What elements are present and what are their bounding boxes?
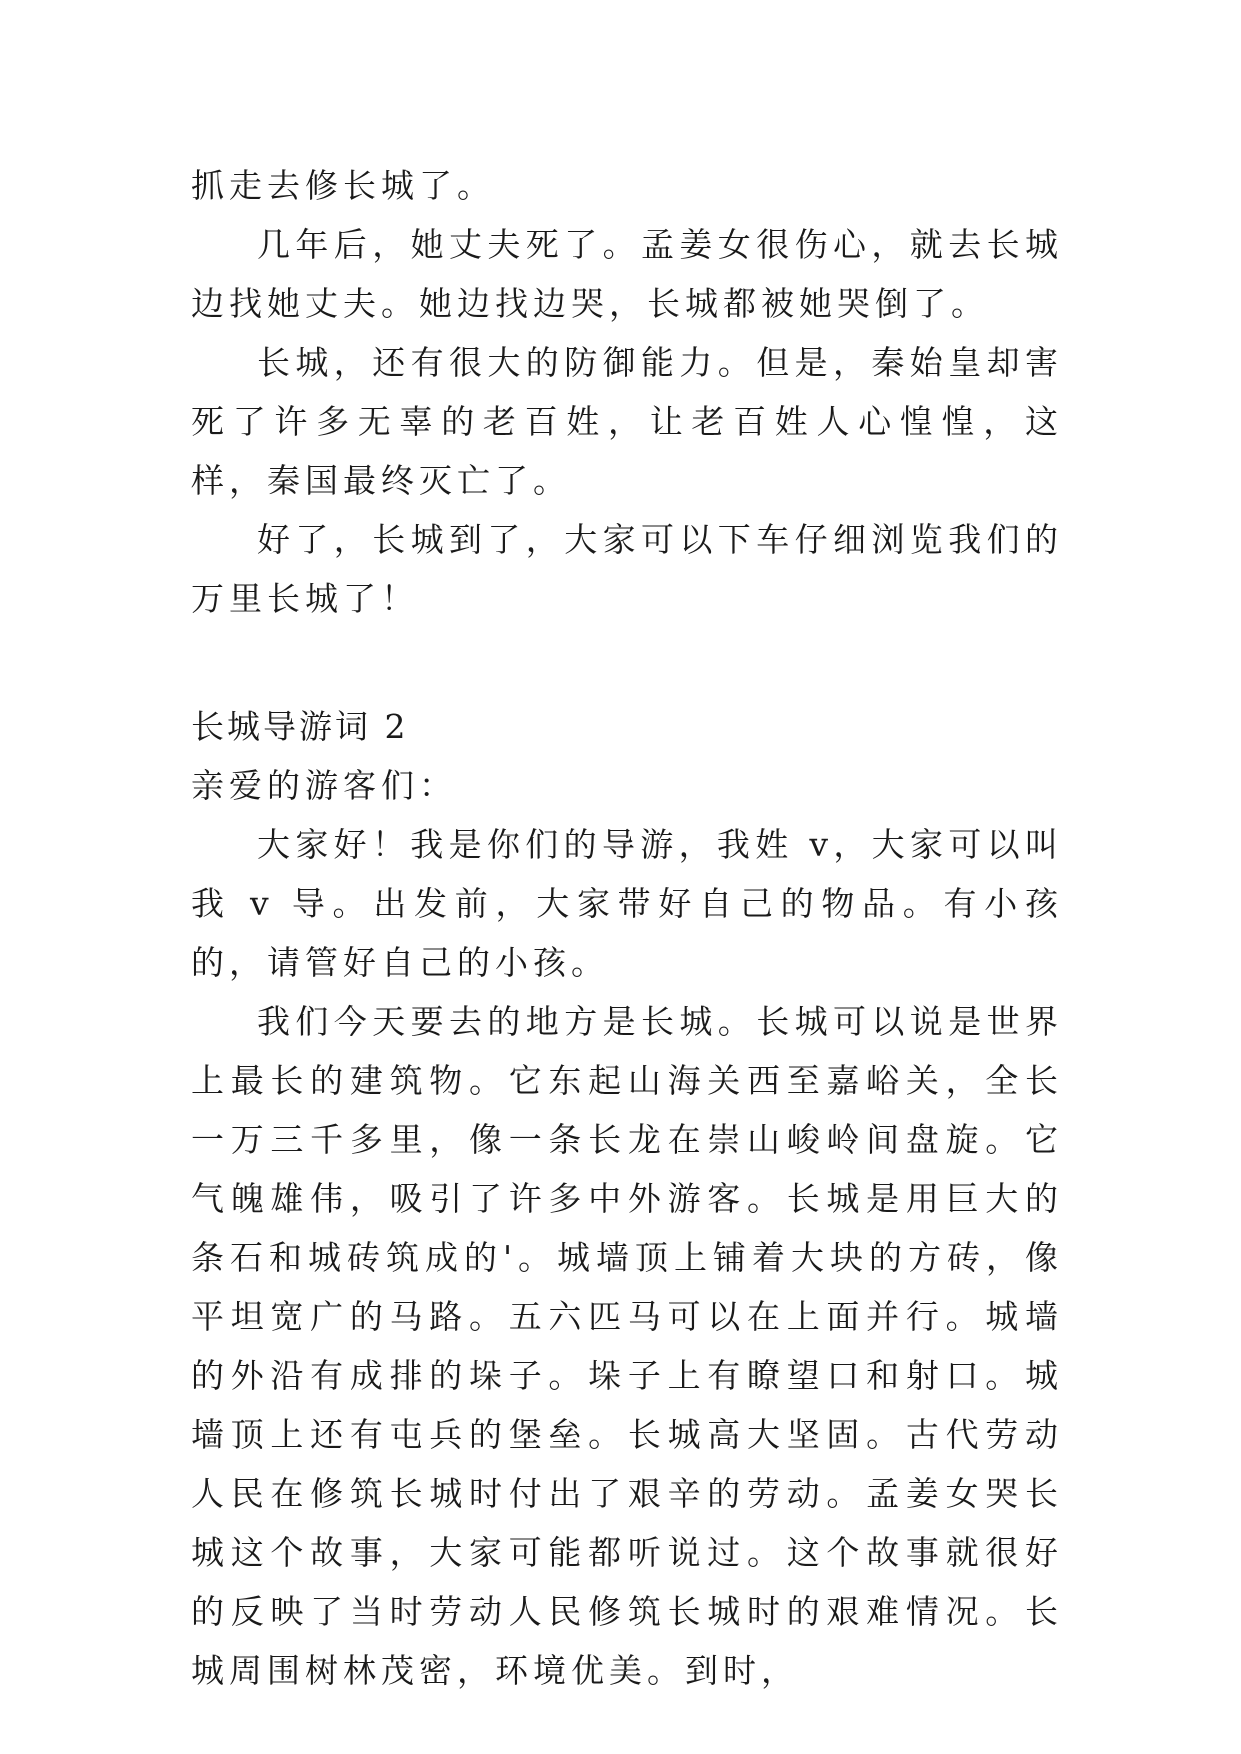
paragraph: 几年后，她丈夫死了。孟姜女很伤心，就去长城边找她丈夫。她边找边哭，长城都被她哭倒了。 (191, 225, 1063, 323)
paragraph: 长城，还有很大的防御能力。但是，秦始皇却害死了许多无辜的老百姓，让老百姓人心惶惶，这样，秦国最终灭亡了。 (191, 343, 1063, 500)
document-body (191, 156, 1063, 1700)
greeting: 亲爱的游客们： (191, 766, 457, 805)
paragraph: 好了，长城到了，大家可以下车仔细浏览我们的万里长城了！ (191, 520, 1063, 618)
paragraph: 大家好！我是你们的导游，我姓 v，大家可以叫我 v 导。出发前，大家带好自己的物品。有小孩的，请管好自己的小孩。 (191, 825, 1063, 982)
section-title: 长城导游词 2 (191, 707, 409, 746)
paragraph: 我们今天要去的地方是长城。长城可以说是世界上最长的建筑物。它东起山海关西至嘉峪关，全长一万三千多里，像一条长龙在崇山峻岭间盘旋。它气魄雄伟，吸引了许多中外游客。长城是用巨大的条石和城砖筑成的'。城墙顶上铺着大块的方砖，像平坦宽广的马路。五六匹马可以在上面并行。城墙的外沿有成排的垛子。垛子上有瞭望口和射口。城墙顶上还有屯兵的堡垒。长城高大坚固。古代劳动人民在修筑长城时付出了艰辛的劳动。孟姜女哭长城这个故事，大家可能都听说过。这个故事就很好的反映了当时劳动人民修筑长城时的艰难情况。长城周围树林茂密，环境优美。到时， (191, 1002, 1063, 1690)
paragraph-continuation: 抓走去修长城了。 (191, 166, 495, 205)
section-gap (191, 628, 1063, 697)
